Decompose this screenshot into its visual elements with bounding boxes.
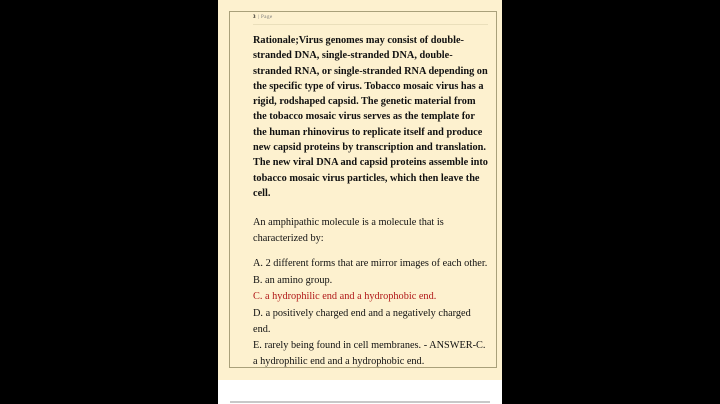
question-text: An amphipathic molecule is a molecule that is characterized by:	[253, 217, 444, 244]
option-a: A. 2 different forms that are mirror images of each other.	[253, 257, 488, 269]
page-header	[253, 14, 490, 22]
answer-options	[253, 256, 490, 369]
option-d: D. a positively charged end and a negatively charged end.	[253, 308, 471, 335]
next-page-area	[218, 380, 502, 404]
rationale-paragraph: Rationale;Virus genomes may consist of double-stranded DNA, single-stranded DNA, double-stranded RNA, or single-stranded RNA depending on the specific type of virus. Tobacco mosaic virus has a rigid, rodshaped capsid. The genetic material from the tobacco mosaic virus serves as the template for the human rhinovirus to replicate itself and produce new capsid proteins by transcription and translation. The new viral DNA and capsid proteins assemble into tobacco mosaic virus particles, which then leave the cell.	[253, 35, 488, 199]
option-e-answer: E. rarely being found in cell membranes. - ANSWER-C. a hydrophilic end and a hydrophobic end.	[253, 340, 486, 367]
page-separator: |	[257, 15, 260, 20]
option-b: B. an amino group.	[253, 274, 333, 286]
option-c-highlighted: C. a hydrophilic end and a hydrophobic end.	[253, 291, 437, 303]
page-content	[218, 0, 502, 369]
page-label: Page	[261, 15, 273, 20]
document-page	[218, 0, 502, 380]
page-divider	[230, 401, 490, 403]
header-divider	[253, 24, 488, 25]
page-number: 3	[253, 15, 256, 20]
